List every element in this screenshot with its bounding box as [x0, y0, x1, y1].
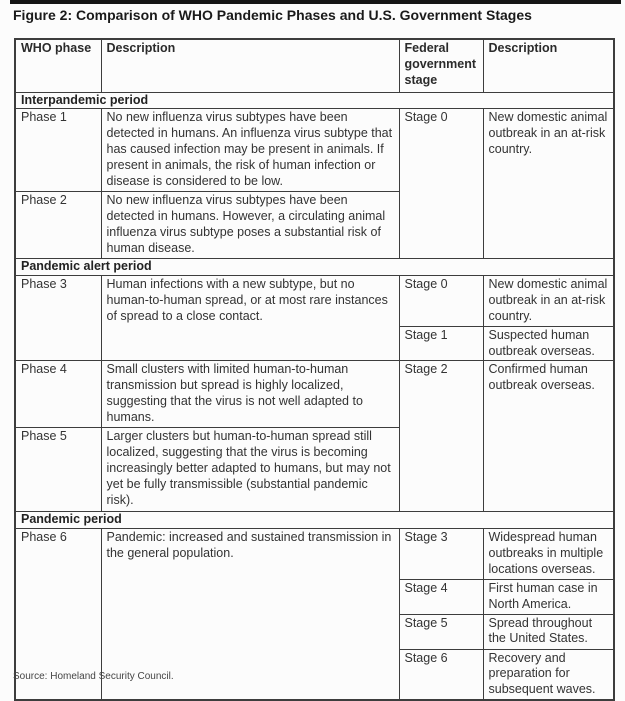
stage-description-cell: New domestic animal outbreak in an at-risk country. [483, 275, 614, 326]
col-header-federal-stage: Federal government stage [399, 39, 483, 92]
stage-cell: Stage 0 [399, 109, 483, 259]
phase-cell: Phase 3 [15, 275, 101, 361]
stage-cell: Stage 6 [399, 649, 483, 700]
comparison-table [14, 38, 615, 701]
table-row-phase-3-stage-0 [15, 275, 614, 326]
phase-description-cell: Human infections with a new subtype, but no human-to-human spread, or at most rare instances of spread to a close contact. [101, 275, 399, 361]
section-label: Pandemic period [15, 512, 614, 529]
stage-cell: Stage 5 [399, 614, 483, 649]
stage-cell: Stage 4 [399, 579, 483, 614]
section-label: Interpandemic period [15, 92, 614, 109]
stage-cell: Stage 2 [399, 361, 483, 512]
stage-description-cell: Spread throughout the United States. [483, 614, 614, 649]
stage-description-cell: New domestic animal outbreak in an at-risk country. [483, 109, 614, 259]
header-row [15, 39, 614, 92]
col-header-who-description: Description [101, 39, 399, 92]
col-header-stage-description: Description [483, 39, 614, 92]
stage-description-cell: Widespread human outbreaks in multiple locations overseas. [483, 529, 614, 580]
phase-description-cell: No new influenza virus subtypes have been detected in humans. However, a circulating animal influenza virus subtype poses a substantial risk of human disease. [101, 192, 399, 259]
stage-description-cell: Confirmed human outbreak overseas. [483, 361, 614, 512]
phase-cell: Phase 1 [15, 109, 101, 192]
phase-description-cell: Pandemic: increased and sustained transmission in the general population. [101, 529, 399, 701]
phase-cell: Phase 6 [15, 529, 101, 701]
figure-title: Figure 2: Comparison of WHO Pandemic Phases and U.S. Government Stages [13, 7, 532, 23]
phase-cell: Phase 4 [15, 361, 101, 428]
stage-cell: Stage 1 [399, 326, 483, 361]
phase-description-cell: Larger clusters but human-to-human spread still localized, suggesting that the virus is becoming increasingly better adapted to humans, but may not yet be fully transmissible (substantial pandemic risk). [101, 428, 399, 512]
section-row-pandemic-alert [15, 259, 614, 276]
table-row-phase-6-stage-3 [15, 529, 614, 580]
top-rule [10, 0, 621, 4]
section-row-pandemic [15, 512, 614, 529]
col-header-who-phase: WHO phase [15, 39, 101, 92]
stage-description-cell: Suspected human outbreak overseas. [483, 326, 614, 361]
stage-cell: Stage 3 [399, 529, 483, 580]
source-note: Source: Homeland Security Council. [13, 671, 174, 682]
stage-cell: Stage 0 [399, 275, 483, 326]
table-row-phase-1 [15, 109, 614, 192]
phase-cell: Phase 2 [15, 192, 101, 259]
stage-description-cell: Recovery and preparation for subsequent waves. [483, 649, 614, 700]
phase-description-cell: No new influenza virus subtypes have been detected in humans. An influenza virus subtype that has caused infection may be present in animals. If present in animals, the risk of human infection or disease is considered to be low. [101, 109, 399, 192]
table-row-phase-4 [15, 361, 614, 428]
section-label: Pandemic alert period [15, 259, 614, 276]
phase-cell: Phase 5 [15, 428, 101, 512]
phase-description-cell: Small clusters with limited human-to-human transmission but spread is highly localized, suggesting that the virus is not well adapted to humans. [101, 361, 399, 428]
section-row-interpandemic [15, 92, 614, 109]
stage-description-cell: First human case in North America. [483, 579, 614, 614]
